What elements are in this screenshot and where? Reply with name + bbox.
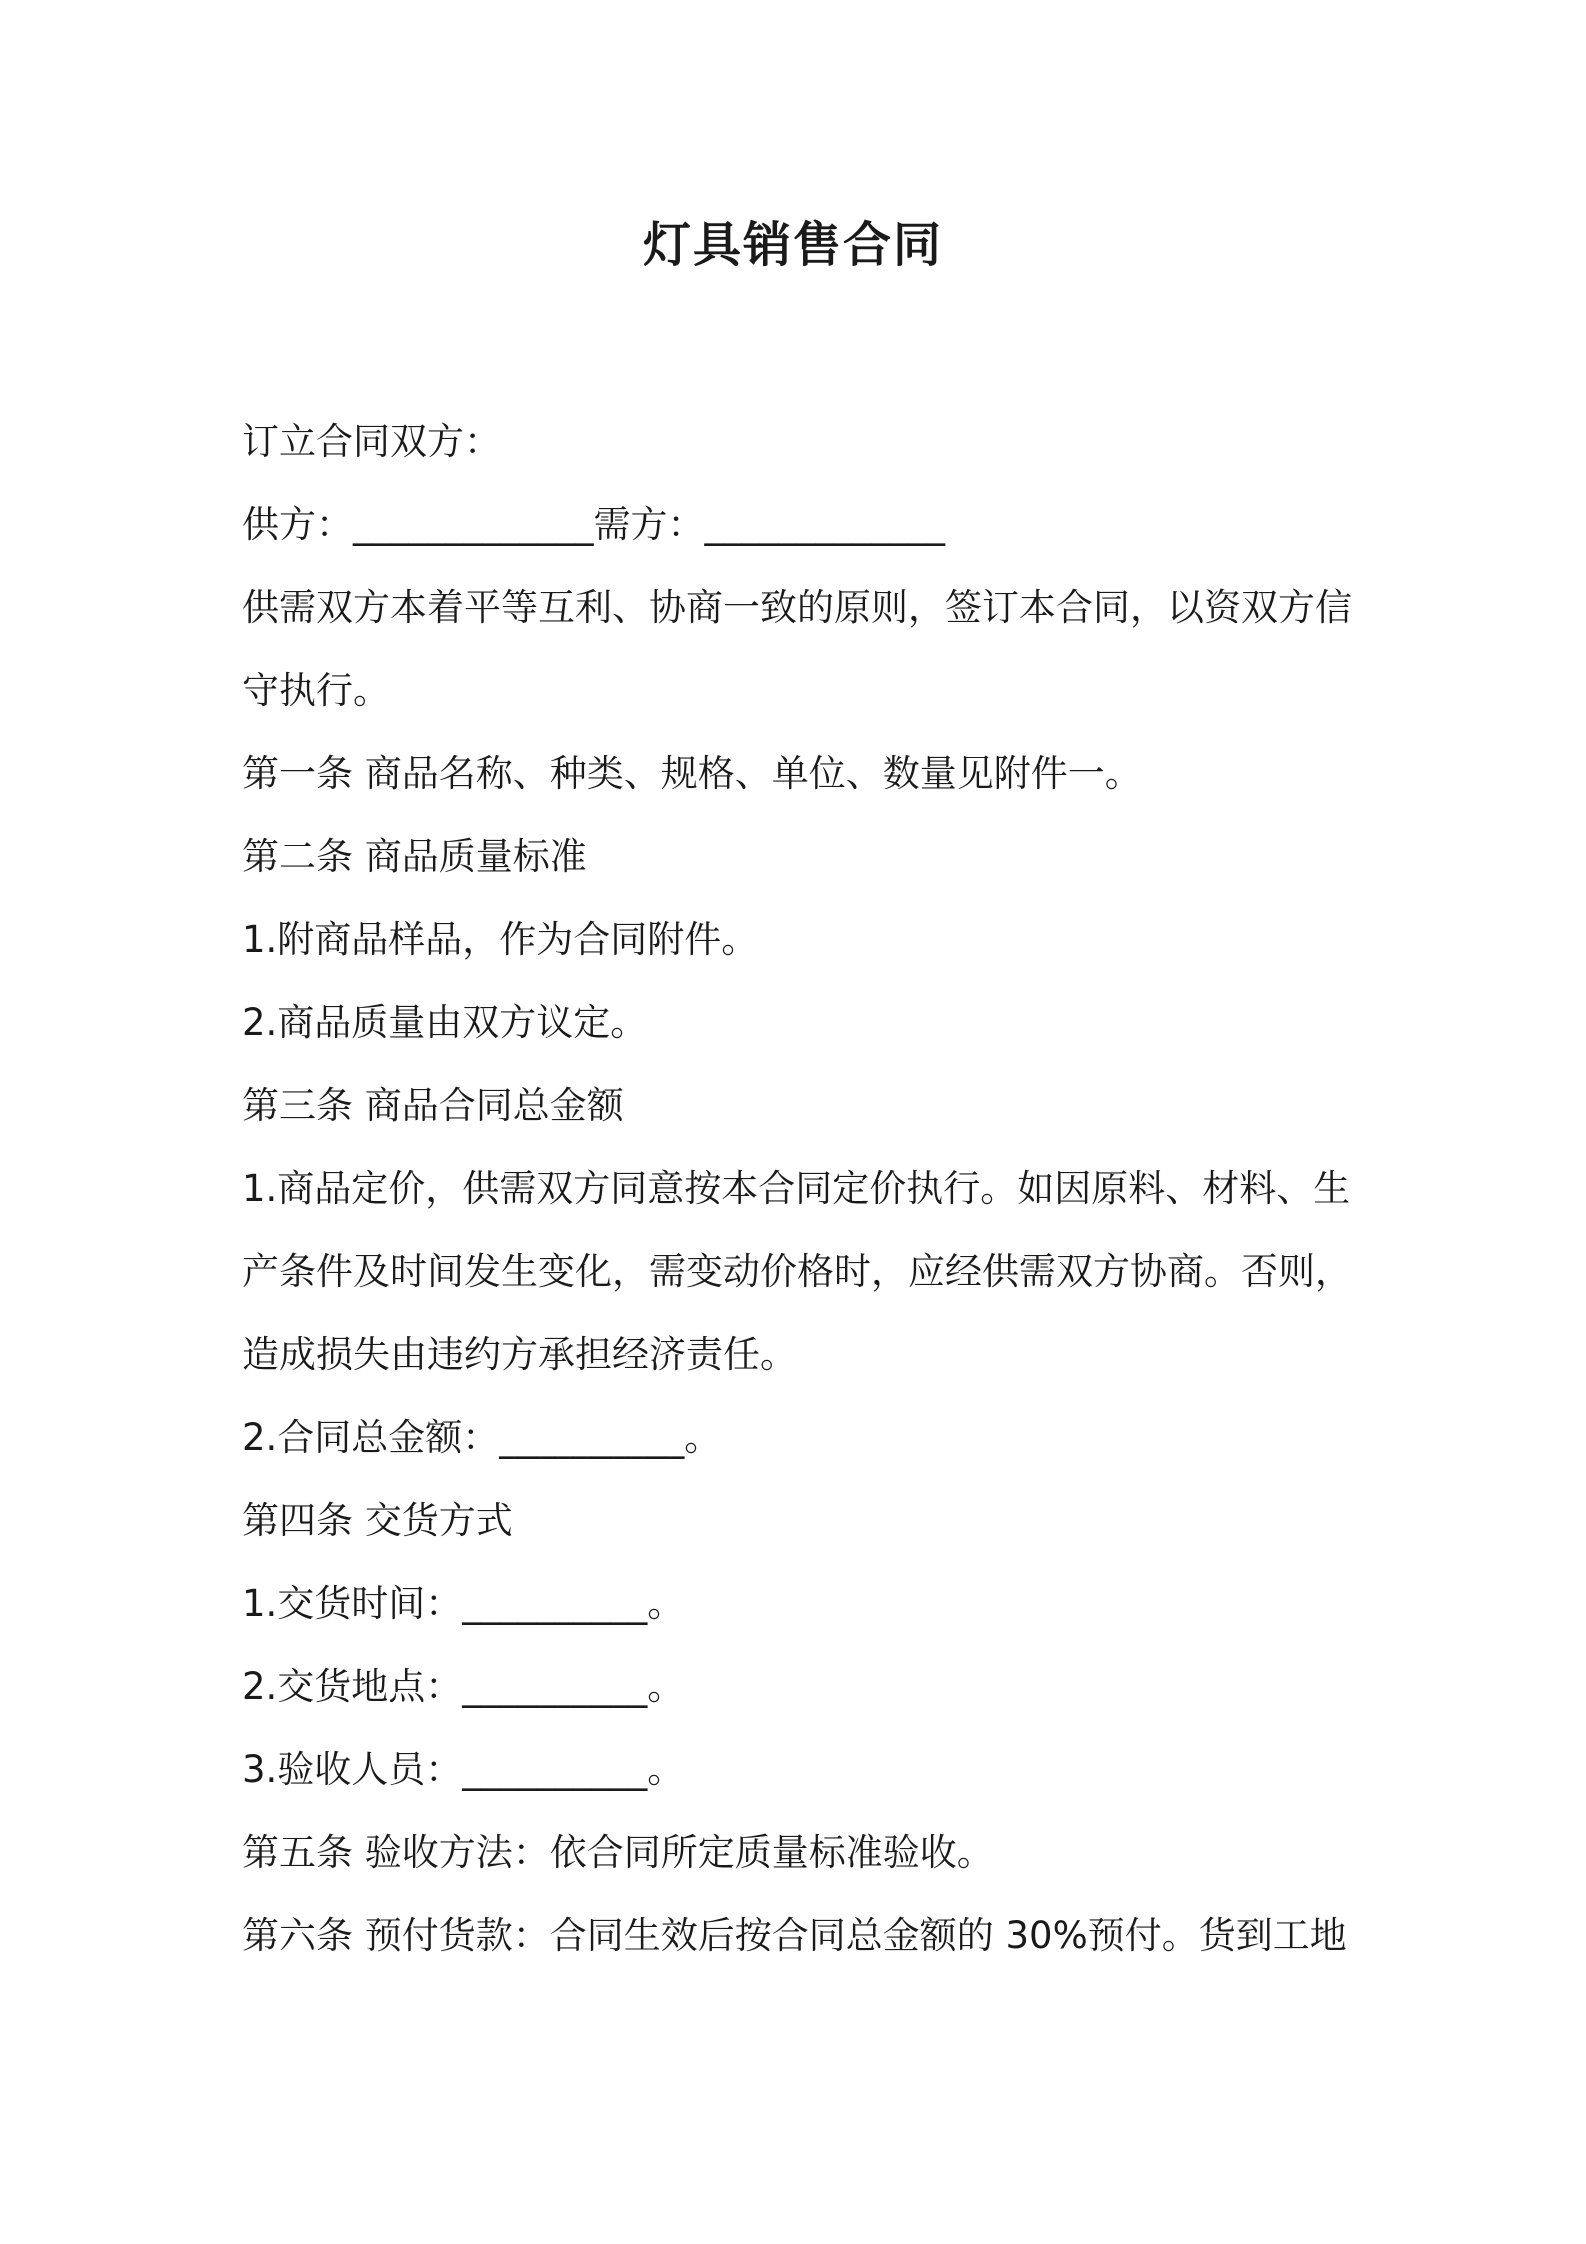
article-3-heading: 第三条 商品合同总金额	[242, 1084, 624, 1127]
article-2-heading: 第二条 商品质量标准	[242, 835, 587, 878]
preamble-line-1: 供需双方本着平等互利、协商一致的原则，签订本合同，以资双方信	[242, 586, 1352, 629]
article-4-heading: 第四条 交货方式	[242, 1499, 513, 1542]
article-3-item-2: 2.合同总金额：__________。	[242, 1416, 722, 1459]
parties-heading: 订立合同双方：	[242, 420, 501, 463]
article-4-item-3: 3.验收人员：__________。	[242, 1748, 685, 1791]
article-1: 第一条 商品名称、种类、规格、单位、数量见附件一。	[242, 752, 1142, 795]
article-6: 第六条 预付货款：合同生效后按合同总金额的 30%预付。货到工地	[242, 1914, 1347, 1957]
article-4-item-2: 2.交货地点：__________。	[242, 1665, 685, 1708]
article-3-item-1-line-3: 造成损失由违约方承担经济责任。	[242, 1333, 797, 1376]
article-5: 第五条 验收方法：依合同所定质量标准验收。	[242, 1831, 994, 1874]
parties-line: 供方：_____________需方：_____________	[242, 503, 945, 546]
document-body	[242, 400, 1362, 1977]
article-2-item-2: 2.商品质量由双方议定。	[242, 1001, 648, 1044]
article-4-item-1: 1.交货时间：__________。	[242, 1582, 685, 1625]
article-3-item-1-line-2: 产条件及时间发生变化，需变动价格时，应经供需双方协商。否则，	[242, 1250, 1352, 1293]
preamble-line-2: 守执行。	[242, 669, 390, 712]
article-2-item-1: 1.附商品样品，作为合同附件。	[242, 918, 759, 961]
document-title: 灯具销售合同	[642, 217, 943, 273]
article-3-item-1-line-1: 1.商品定价，供需双方同意按本合同定价执行。如因原料、材料、生	[242, 1167, 1351, 1210]
